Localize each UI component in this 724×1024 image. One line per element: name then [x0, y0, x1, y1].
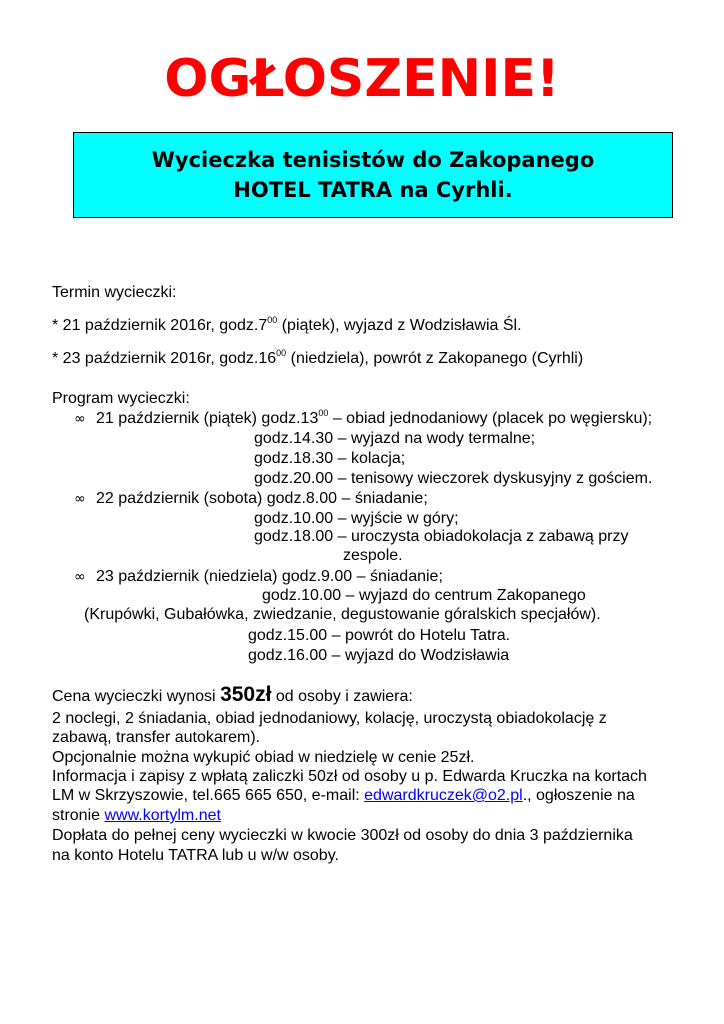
email-link[interactable]: edwardkruczek@o2.pl: [364, 787, 523, 804]
bullet-icon: ∞: [74, 411, 86, 427]
info-line: 2 noclegi, 2 śniadania, obiad jednodaniowy, kolację, uroczystą obiadokolację z: [52, 710, 607, 727]
program-day2-first: 22 październik (sobota) godz.8.00 – śniadanie;: [96, 490, 428, 507]
program-day1-line: godz.18.30 – kolacja;: [254, 450, 406, 467]
program-day2-line: godz.18.00 – uroczysta obiadokolacja z zabawą przy: [254, 528, 629, 545]
program-day2-line: godz.10.00 – wyjście w góry;: [254, 510, 459, 527]
termin-item-1: * 21 październik 2016r, $godz.7^{00}$ (piątek), wyjazd z Wodzisławia Śl.: [52, 315, 522, 334]
program-heading: Program wycieczki:: [52, 390, 190, 407]
termin-heading: Termin wycieczki:: [52, 284, 177, 301]
info-line: na konto Hotelu TATRA lub u w/w osoby.: [52, 847, 339, 864]
info-line: Informacja i zapisy z wpłatą zaliczki 50zł od osoby u p. Edwarda Kruczka na kortach: [52, 768, 647, 785]
website-link[interactable]: www.kortylm.net: [104, 807, 221, 824]
trip-banner: [73, 132, 673, 218]
program-day3-first: 23 październik (niedziela) godz.9.00 – śniadanie;: [96, 568, 443, 585]
banner-line-1: Wycieczka tenisistów do Zakopanego: [151, 148, 595, 172]
page-title: OGŁOSZENIE!: [164, 49, 560, 109]
bullet-icon: ∞: [74, 491, 86, 507]
program-day1-line: godz.14.30 – wyjazd na wody termalne;: [254, 430, 536, 447]
program-day3-line: godz.16.00 – wyjazd do Wodzisławia: [248, 647, 510, 664]
banner-line-2: HOTEL TATRA na Cyrhli.: [233, 178, 513, 202]
info-line: Opcjonalnie można wykupić obiad w niedzielę w cenie 25zł.: [52, 749, 475, 766]
bullet-icon: ∞: [74, 569, 86, 585]
program-day2-line: zespole.: [343, 547, 403, 564]
program-day1-first: 21 październik (piątek) $godz.13^{00}$ – obiad jednodaniowy (placek po węgiersku);: [96, 408, 653, 427]
info-line: LM w Skrzyszowie, tel.665 665 650, e-mail: edwardkruczek@o2.pl., ogłoszenie na: [52, 787, 635, 804]
program-day3-line: (Krupówki, Gubałówka, zwiedzanie, degustowanie góralskich specjałów).: [84, 606, 601, 623]
info-line: stronie www.kortylm.net: [52, 807, 221, 824]
price-line: Cena wycieczki wynosi 350zł od osoby i zawiera:: [52, 683, 413, 706]
termin-item-2: * 23 październik 2016r, $godz.16^{00}$ (niedziela), powrót z Zakopanego (Cyrhli): [52, 348, 584, 367]
program-day3-line: godz.15.00 – powrót do Hotelu Tatra.: [248, 627, 511, 644]
info-line: zabawą, transfer autokarem).: [52, 729, 261, 746]
program-day1-line: godz.20.00 – tenisowy wieczorek dyskusyjny z gościem.: [254, 470, 653, 487]
program-day3-line: godz.10.00 – wyjazd do centrum Zakopanego: [262, 587, 586, 604]
info-line: Dopłata do pełnej ceny wycieczki w kwocie 300zł od osoby do dnia 3 października: [52, 827, 633, 844]
price-amount: 350zł: [220, 683, 272, 706]
